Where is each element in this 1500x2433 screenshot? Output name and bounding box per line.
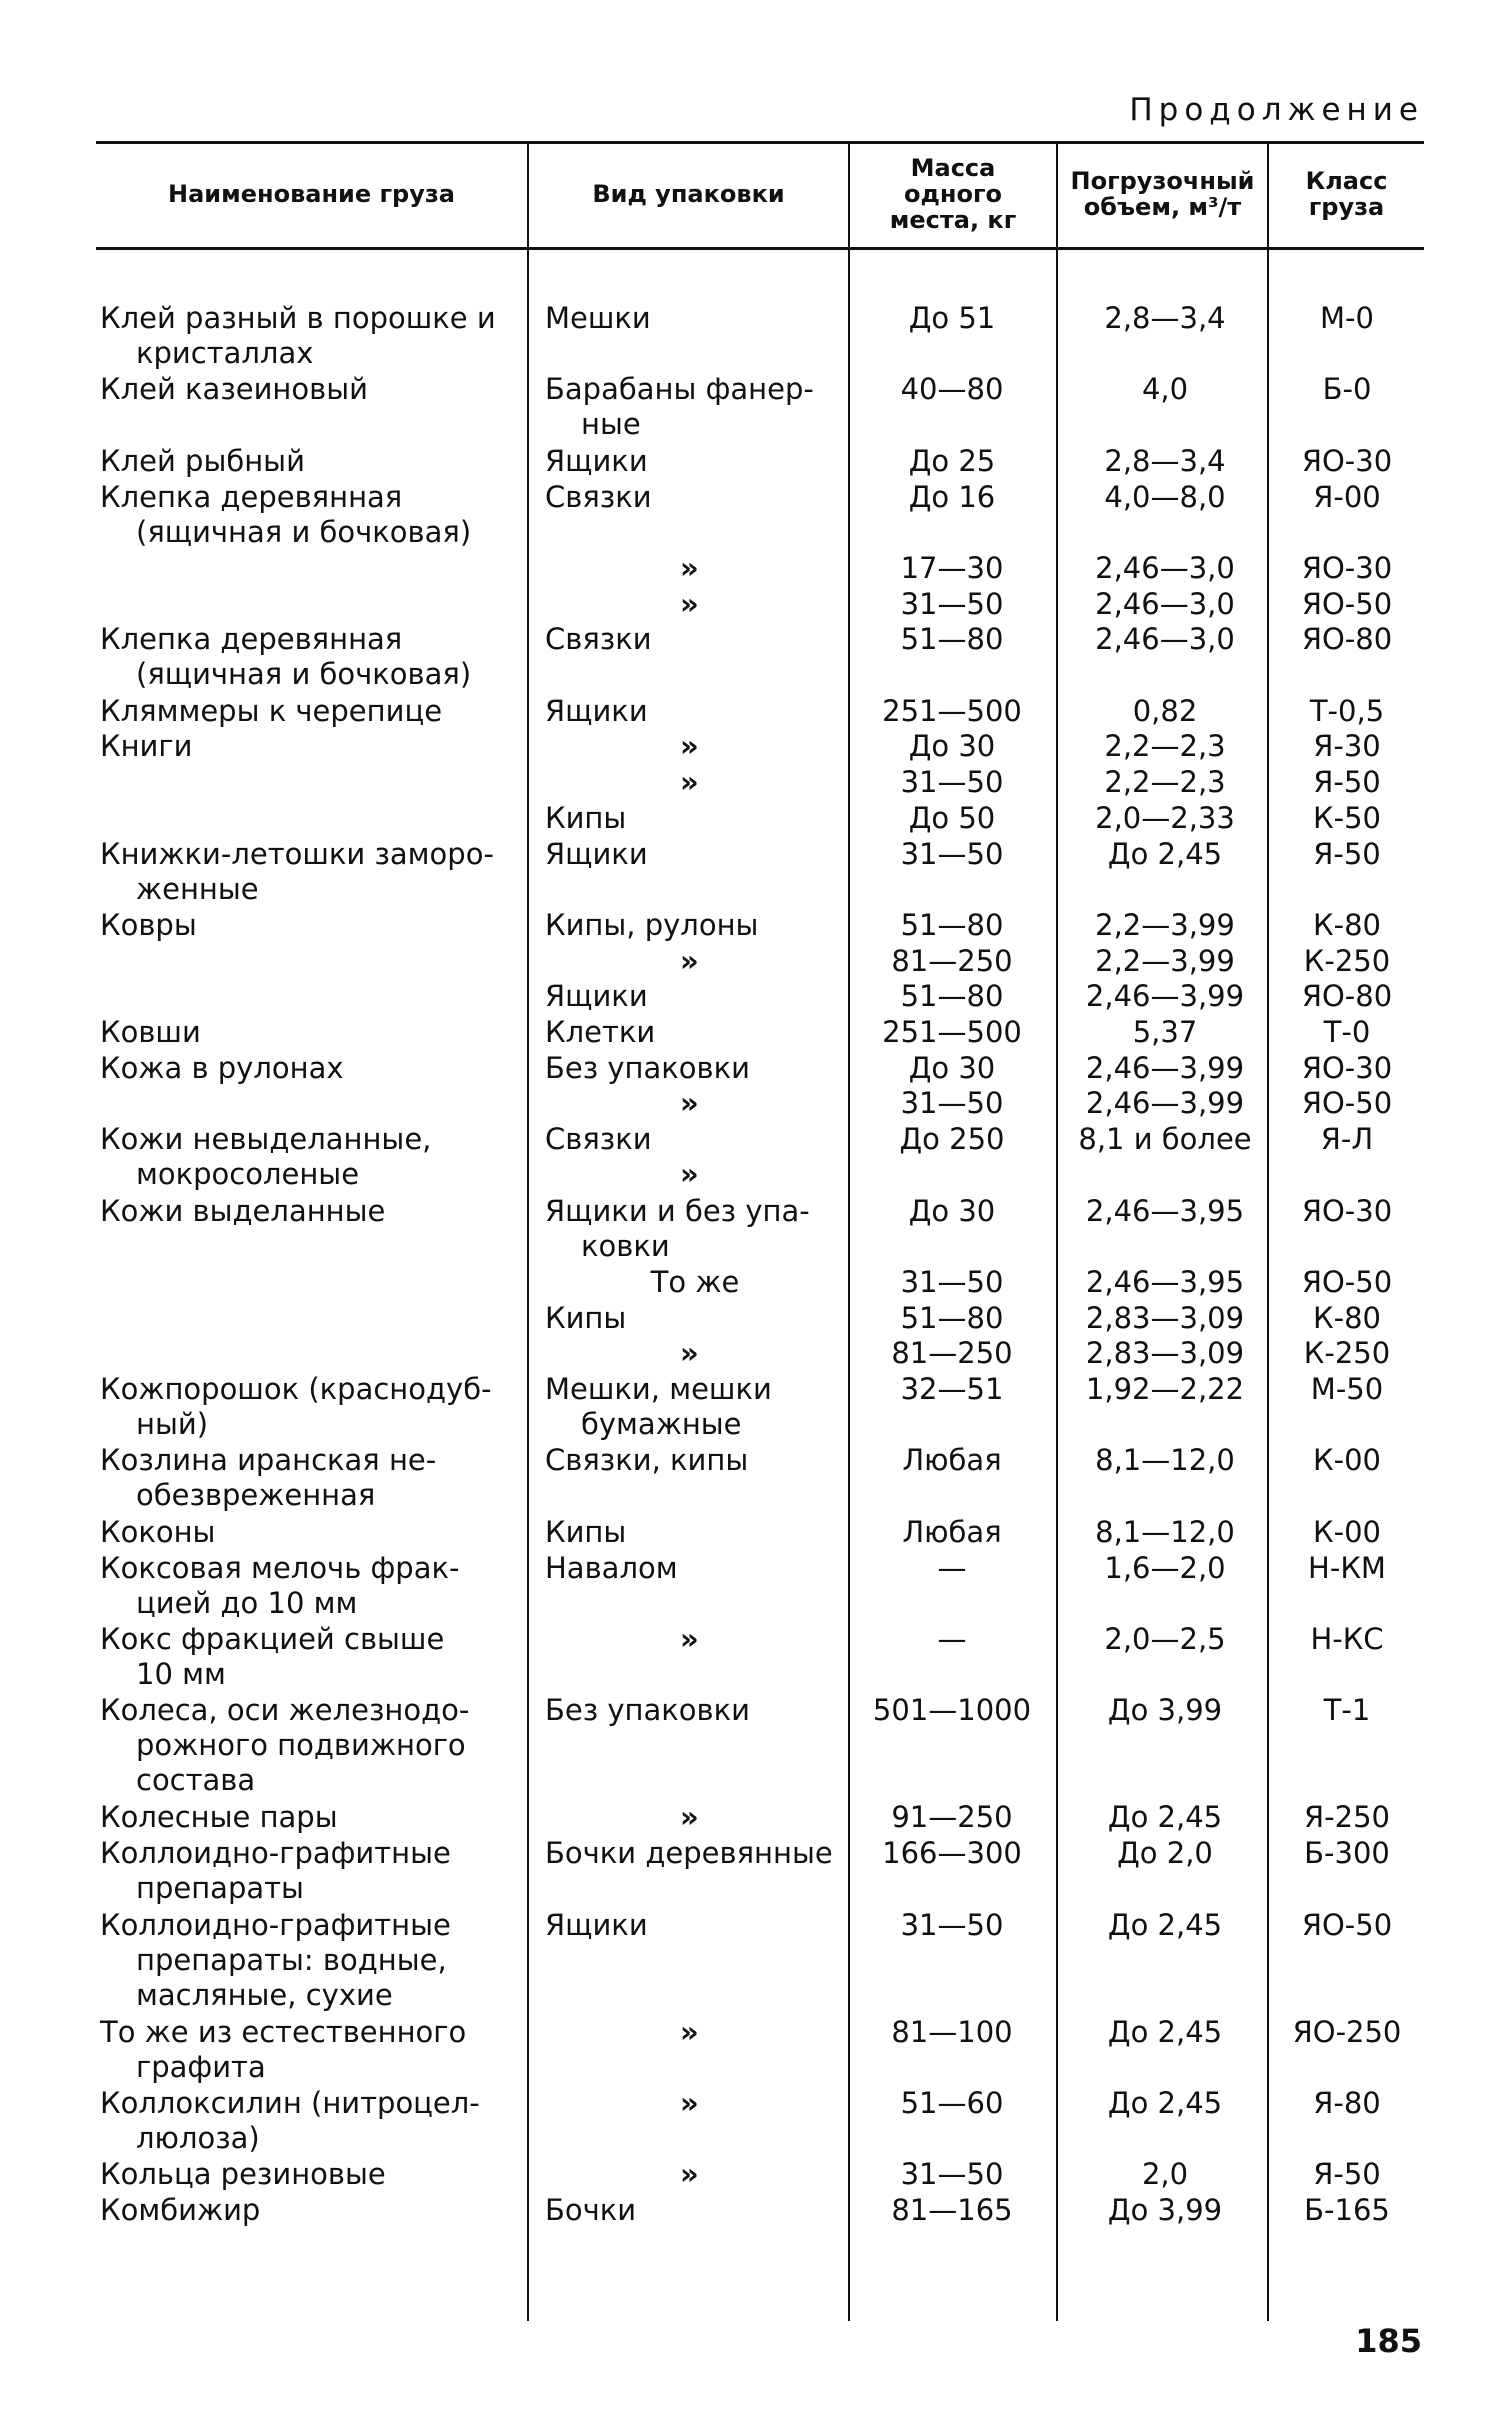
packaging-type: Ящики bbox=[545, 836, 648, 871]
loading-volume: 2,2—3,99 bbox=[1095, 907, 1235, 942]
unit-mass: 31—50 bbox=[900, 1264, 1004, 1299]
cargo-class: Я-50 bbox=[1313, 765, 1381, 800]
unit-mass: 31—50 bbox=[900, 1086, 1004, 1121]
loading-volume: 2,46—3,99 bbox=[1085, 979, 1245, 1014]
cargo-class: К-00 bbox=[1313, 1443, 1381, 1478]
header-class: Класс груза bbox=[1305, 167, 1388, 221]
cargo-class: ЯО-30 bbox=[1301, 1193, 1393, 1228]
unit-mass: 51—60 bbox=[900, 2086, 1004, 2120]
unit-mass: До 50 bbox=[908, 800, 996, 835]
cargo-class: К-250 bbox=[1303, 1336, 1391, 1371]
cargo-class: ЯО-30 bbox=[1301, 443, 1393, 478]
cargo-class: Я-250 bbox=[1304, 1800, 1390, 1835]
loading-volume: До 3,99 bbox=[1107, 1693, 1223, 1728]
unit-mass: До 30 bbox=[908, 729, 996, 764]
unit-mass: 81—100 bbox=[891, 2014, 1013, 2049]
header-volume: Погрузочный объем, м³/т bbox=[1070, 167, 1255, 221]
unit-mass: 81—250 bbox=[891, 943, 1013, 978]
cargo-name: Кожи невыделанные, мокросоленые bbox=[100, 1122, 432, 1192]
cargo-class: Н-КМ bbox=[1308, 1550, 1386, 1585]
cargo-class: К-50 bbox=[1313, 800, 1381, 835]
packaging-type: То же bbox=[650, 1264, 740, 1299]
unit-mass: 17—30 bbox=[900, 550, 1004, 585]
loading-volume: 2,46—3,95 bbox=[1085, 1193, 1245, 1228]
packaging-type: Связки bbox=[545, 622, 652, 657]
cargo-class: Т-0 bbox=[1323, 1015, 1371, 1049]
cargo-class: Я-30 bbox=[1313, 729, 1381, 764]
unit-mass: 51—80 bbox=[900, 1300, 1004, 1335]
packaging-type: Бочки деревянные bbox=[545, 1836, 833, 1871]
cargo-name: Колесные пары bbox=[100, 1800, 338, 1835]
unit-mass: 31—50 bbox=[900, 1907, 1004, 1942]
cargo-class: К-80 bbox=[1313, 907, 1381, 942]
packaging-type: Связки » bbox=[545, 1122, 699, 1192]
cargo-class: ЯО-30 bbox=[1301, 1050, 1393, 1085]
loading-volume: 2,46—3,95 bbox=[1085, 1264, 1245, 1299]
cargo-class: Я-50 bbox=[1313, 836, 1381, 871]
packaging-type: » bbox=[680, 2157, 699, 2192]
column-divider bbox=[527, 141, 529, 2321]
packaging-type: » bbox=[680, 1800, 699, 1835]
unit-mass: До 30 bbox=[908, 1193, 996, 1228]
packaging-type: » bbox=[680, 1336, 699, 1371]
packaging-type: » bbox=[680, 2014, 699, 2049]
cargo-name: Комбижир bbox=[100, 2193, 261, 2228]
packaging-type: » bbox=[680, 765, 699, 800]
unit-mass: 251—500 bbox=[882, 1015, 1022, 1049]
unit-mass: 40—80 bbox=[900, 372, 1004, 407]
loading-volume: 4,0 bbox=[1141, 372, 1189, 407]
cargo-name: Коконы bbox=[100, 1514, 216, 1549]
loading-volume: 2,46—3,0 bbox=[1095, 550, 1235, 585]
packaging-type: Ящики bbox=[545, 1907, 648, 1942]
cargo-class: Т-0,5 bbox=[1309, 693, 1385, 728]
unit-mass: 91—250 bbox=[891, 1800, 1013, 1835]
unit-mass: 501—1000 bbox=[872, 1693, 1032, 1728]
cargo-class: ЯО-30 bbox=[1301, 550, 1393, 585]
loading-volume: 2,8—3,4 bbox=[1104, 301, 1226, 335]
unit-mass: 31—50 bbox=[900, 586, 1004, 621]
cargo-name: Клепка деревянная (ящичная и бочковая) bbox=[100, 622, 472, 692]
packaging-type: » bbox=[680, 586, 699, 621]
cargo-class: Б-165 bbox=[1304, 2193, 1390, 2228]
cargo-name: Ковры bbox=[100, 907, 197, 942]
cargo-name: Клей казеиновый bbox=[100, 372, 368, 407]
loading-volume: 2,83—3,09 bbox=[1085, 1300, 1245, 1335]
cargo-name: Коллоидно-графитные препараты: водные, масляные, сухие bbox=[100, 1907, 451, 2012]
packaging-type: Кипы, рулоны bbox=[545, 907, 759, 942]
packaging-type: Кипы bbox=[545, 1300, 627, 1335]
loading-volume: 2,0—2,33 bbox=[1095, 800, 1235, 835]
cargo-class: Н-КС bbox=[1310, 1621, 1384, 1656]
loading-volume: До 3,99 bbox=[1107, 2193, 1223, 2228]
header-pack: Вид упаковки bbox=[592, 180, 785, 208]
loading-volume: 8,1—12,0 bbox=[1095, 1443, 1235, 1478]
packaging-type: Без упаковки bbox=[545, 1050, 750, 1085]
cargo-name: Кожа в рулонах bbox=[100, 1050, 344, 1085]
cargo-class: К-250 bbox=[1303, 943, 1391, 978]
cargo-class: Я-Л bbox=[1320, 1122, 1374, 1157]
unit-mass: Любая bbox=[902, 1443, 1002, 1478]
loading-volume: 2,2—3,99 bbox=[1095, 943, 1235, 978]
unit-mass: До 25 bbox=[908, 443, 996, 478]
cargo-name: То же из естественного графита bbox=[100, 2014, 467, 2084]
cargo-class: ЯО-50 bbox=[1301, 586, 1393, 621]
unit-mass: 51—80 bbox=[900, 979, 1004, 1014]
cargo-class: Б-300 bbox=[1304, 1836, 1390, 1871]
packaging-type: » bbox=[680, 550, 699, 585]
unit-mass: 81—165 bbox=[891, 2193, 1013, 2228]
cargo-class: Т-1 bbox=[1323, 1693, 1371, 1728]
loading-volume: До 2,45 bbox=[1107, 1907, 1223, 1942]
unit-mass: До 30 bbox=[908, 1050, 996, 1085]
packaging-type: Ящики и без упа- ковки bbox=[545, 1193, 810, 1263]
loading-volume: 2,46—3,99 bbox=[1085, 1086, 1245, 1121]
cargo-class: К-00 bbox=[1313, 1514, 1381, 1549]
packaging-type: Мешки bbox=[545, 301, 651, 335]
packaging-type: Связки, кипы bbox=[545, 1443, 749, 1478]
packaging-type: Ящики bbox=[545, 979, 648, 1014]
unit-mass: До 51 bbox=[908, 301, 996, 335]
column-divider bbox=[848, 141, 850, 2321]
cargo-name: Колеса, оси железнодо- рожного подвижного состава bbox=[100, 1693, 470, 1798]
cargo-name: Кокс фракцией свыше 10 мм bbox=[100, 1621, 445, 1691]
packaging-type: » bbox=[680, 729, 699, 764]
packaging-type: Ящики bbox=[545, 693, 648, 728]
loading-volume: 2,46—3,0 bbox=[1095, 622, 1235, 657]
cargo-class: Я-50 bbox=[1313, 2157, 1381, 2192]
loading-volume: 2,2—2,3 bbox=[1104, 765, 1226, 800]
loading-volume: 1,92—2,22 bbox=[1085, 1372, 1245, 1406]
loading-volume: До 2,45 bbox=[1107, 836, 1223, 871]
packaging-type: Бочки bbox=[545, 2193, 637, 2228]
cargo-name: Клей разный в порошке и кристаллах bbox=[100, 301, 496, 370]
packaging-type: Связки bbox=[545, 479, 652, 514]
loading-volume: До 2,45 bbox=[1107, 1800, 1223, 1835]
cargo-name: Коллоксилин (нитроцел- люлоза) bbox=[100, 2086, 480, 2155]
loading-volume: 1,6—2,0 bbox=[1104, 1550, 1226, 1585]
column-divider bbox=[1056, 141, 1058, 2321]
loading-volume: 2,2—2,3 bbox=[1104, 729, 1226, 764]
loading-volume: 2,0—2,5 bbox=[1104, 1621, 1226, 1656]
cargo-class: К-80 bbox=[1313, 1300, 1381, 1335]
loading-volume: 2,0 bbox=[1141, 2157, 1189, 2192]
packaging-type: » bbox=[680, 1086, 699, 1121]
cargo-name: Кольца резиновые bbox=[100, 2157, 386, 2192]
cargo-name: Книжки-летошки заморо- женные bbox=[100, 836, 494, 906]
page-number: 185 bbox=[1355, 2322, 1422, 2360]
packaging-type: » bbox=[680, 943, 699, 978]
packaging-type: Ящики bbox=[545, 443, 648, 478]
cargo-class: Б-0 bbox=[1322, 372, 1372, 407]
header-name: Наименование груза bbox=[168, 180, 455, 208]
cargo-class: ЯО-50 bbox=[1301, 1086, 1393, 1121]
loading-volume: 2,83—3,09 bbox=[1085, 1336, 1245, 1371]
packaging-type: Навалом bbox=[545, 1550, 678, 1585]
cargo-class: М-0 bbox=[1320, 301, 1374, 335]
cargo-class: ЯО-50 bbox=[1301, 1907, 1393, 1942]
unit-mass: 31—50 bbox=[900, 765, 1004, 800]
cargo-name: Клепка деревянная (ящичная и бочковая) bbox=[100, 479, 472, 549]
header-mass: Масса одного места, кг bbox=[889, 154, 1017, 234]
unit-mass: 251—500 bbox=[882, 693, 1022, 728]
loading-volume: 8,1 и более bbox=[1078, 1122, 1252, 1157]
loading-volume: 2,8—3,4 bbox=[1104, 443, 1226, 478]
unit-mass: — bbox=[937, 1621, 967, 1656]
packaging-type: Мешки, мешки бумажные bbox=[545, 1372, 772, 1441]
cargo-class: ЯО-80 bbox=[1301, 979, 1393, 1014]
cargo-name: Коллоидно-графитные препараты bbox=[100, 1836, 451, 1906]
loading-volume: До 2,0 bbox=[1117, 1836, 1213, 1871]
cargo-name: Козлина иранская не- обезвреженная bbox=[100, 1443, 437, 1513]
packaging-type: » bbox=[680, 2086, 699, 2120]
unit-mass: Любая bbox=[902, 1514, 1002, 1549]
loading-volume: 8,1—12,0 bbox=[1095, 1514, 1235, 1549]
unit-mass: 166—300 bbox=[882, 1836, 1022, 1871]
cargo-name: Кляммеры к черепице bbox=[100, 693, 443, 728]
unit-mass: До 16 bbox=[908, 479, 996, 514]
loading-volume: 4,0—8,0 bbox=[1104, 479, 1226, 514]
loading-volume: До 2,45 bbox=[1107, 2086, 1223, 2120]
cargo-class: ЯО-250 bbox=[1292, 2014, 1402, 2049]
packaging-type: Кипы bbox=[545, 800, 627, 835]
loading-volume: До 2,45 bbox=[1107, 2014, 1223, 2049]
packaging-type: Кипы bbox=[545, 1514, 627, 1549]
unit-mass: До 250 bbox=[899, 1122, 1005, 1157]
continuation-label: Продолжение bbox=[1129, 92, 1424, 128]
unit-mass: 81—250 bbox=[891, 1336, 1013, 1371]
loading-volume: 2,46—3,99 bbox=[1085, 1050, 1245, 1085]
cargo-class: ЯО-50 bbox=[1301, 1264, 1393, 1299]
cargo-class: Я-00 bbox=[1313, 479, 1381, 514]
unit-mass: — bbox=[937, 1550, 967, 1585]
packaging-type: Барабаны фанер- ные bbox=[545, 372, 814, 442]
unit-mass: 32—51 bbox=[900, 1372, 1004, 1406]
cargo-name: Книги bbox=[100, 729, 193, 764]
loading-volume: 2,46—3,0 bbox=[1095, 586, 1235, 621]
cargo-class: М-50 bbox=[1310, 1372, 1384, 1406]
cargo-name: Коксовая мелочь фрак- цией до 10 мм bbox=[100, 1550, 460, 1620]
packaging-type: Клетки bbox=[545, 1015, 656, 1049]
unit-mass: 31—50 bbox=[900, 836, 1004, 871]
unit-mass: 31—50 bbox=[900, 2157, 1004, 2192]
packaging-type: Без упаковки bbox=[545, 1693, 750, 1728]
loading-volume: 0,82 bbox=[1132, 693, 1198, 728]
cargo-class: Я-80 bbox=[1313, 2086, 1381, 2120]
cargo-name: Кожпорошок (краснодуб- ный) bbox=[100, 1372, 492, 1441]
cargo-class: ЯО-80 bbox=[1301, 622, 1393, 657]
cargo-name: Ковши bbox=[100, 1015, 201, 1049]
unit-mass: 51—80 bbox=[900, 907, 1004, 942]
header-bottom-rule bbox=[96, 247, 1424, 250]
unit-mass: 51—80 bbox=[900, 622, 1004, 657]
packaging-type: » bbox=[680, 1621, 699, 1656]
cargo-name: Клей рыбный bbox=[100, 443, 305, 478]
loading-volume: 5,37 bbox=[1132, 1015, 1198, 1049]
cargo-name: Кожи выделанные bbox=[100, 1193, 386, 1228]
